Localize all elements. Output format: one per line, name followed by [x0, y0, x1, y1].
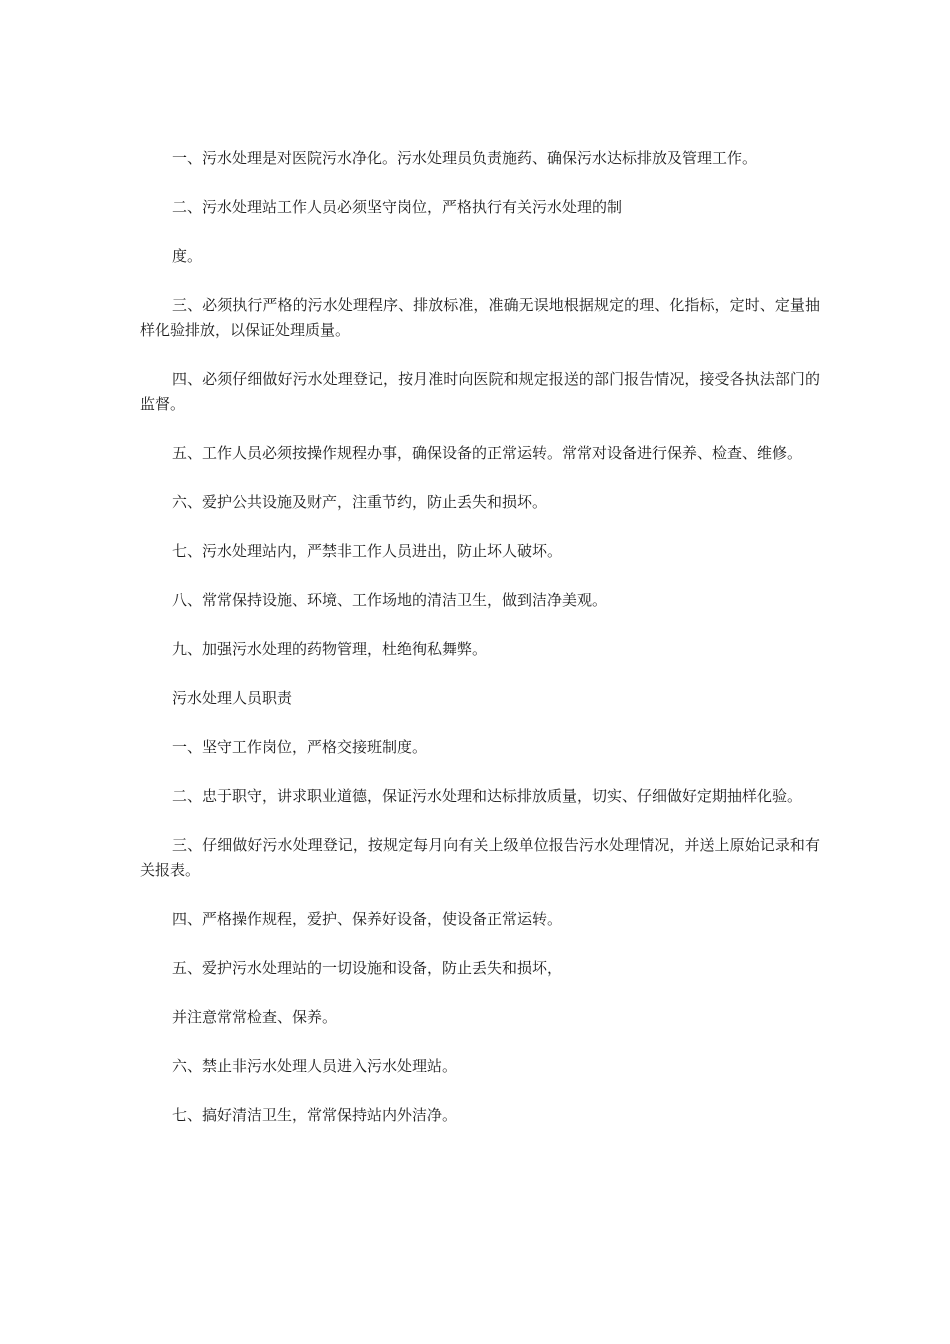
paragraph-7: 六、爱护公共设施及财产，注重节约，防止丢失和损坏。	[172, 493, 548, 511]
paragraph-14: 三、仔细做好污水处理登记，按规定每月向有关上级单位报告污水处理情况，并送上原始记录和有关报表。	[140, 836, 820, 879]
paragraph-5: 四、必须仔细做好污水处理登记，按月准时向医院和规定报送的部门报告情况，接受各执法部门的监督。	[140, 370, 820, 413]
paragraph-2: 二、污水处理站工作人员必须坚守岗位，严格执行有关污水处理的制	[172, 198, 623, 216]
paragraph-6: 五、工作人员必须按操作规程办事，确保设备的正常运转。常常对设备进行保养、检查、维修。	[172, 444, 803, 462]
paragraph-4: 三、必须执行严格的污水处理程序、排放标准，准确无误地根据规定的理、化指标，定时、定量抽样化验排放，以保证处理质量。	[140, 296, 820, 339]
paragraph-13: 二、忠于职守，讲求职业道德，保证污水处理和达标排放质量，切实、仔细做好定期抽样化验。	[172, 787, 803, 805]
section-heading: 污水处理人员职责	[172, 689, 293, 707]
paragraph-10: 九、加强污水处理的药物管理，杜绝徇私舞弊。	[172, 640, 488, 658]
paragraph-15: 四、严格操作规程，爱护、保养好设备，使设备正常运转。	[172, 910, 563, 928]
paragraph-19: 七、搞好清洁卫生，常常保持站内外洁净。	[172, 1106, 458, 1124]
paragraph-12: 一、坚守工作岗位，严格交接班制度。	[172, 738, 428, 756]
paragraph-8: 七、污水处理站内，严禁非工作人员进出，防止坏人破坏。	[172, 542, 563, 560]
paragraph-9: 八、常常保持设施、环境、工作场地的清洁卫生，做到洁净美观。	[172, 591, 608, 609]
document-body	[140, 146, 820, 1152]
paragraph-17: 并注意常常检查、保养。	[172, 1008, 338, 1026]
paragraph-18: 六、禁止非污水处理人员进入污水处理站。	[172, 1057, 458, 1075]
paragraph-3: 度。	[172, 247, 203, 265]
paragraph-1: 一、污水处理是对医院污水净化。污水处理员负责施药、确保污水达标排放及管理工作。	[172, 149, 758, 167]
paragraph-16: 五、爱护污水处理站的一切设施和设备，防止丢失和损坏，	[172, 959, 563, 977]
